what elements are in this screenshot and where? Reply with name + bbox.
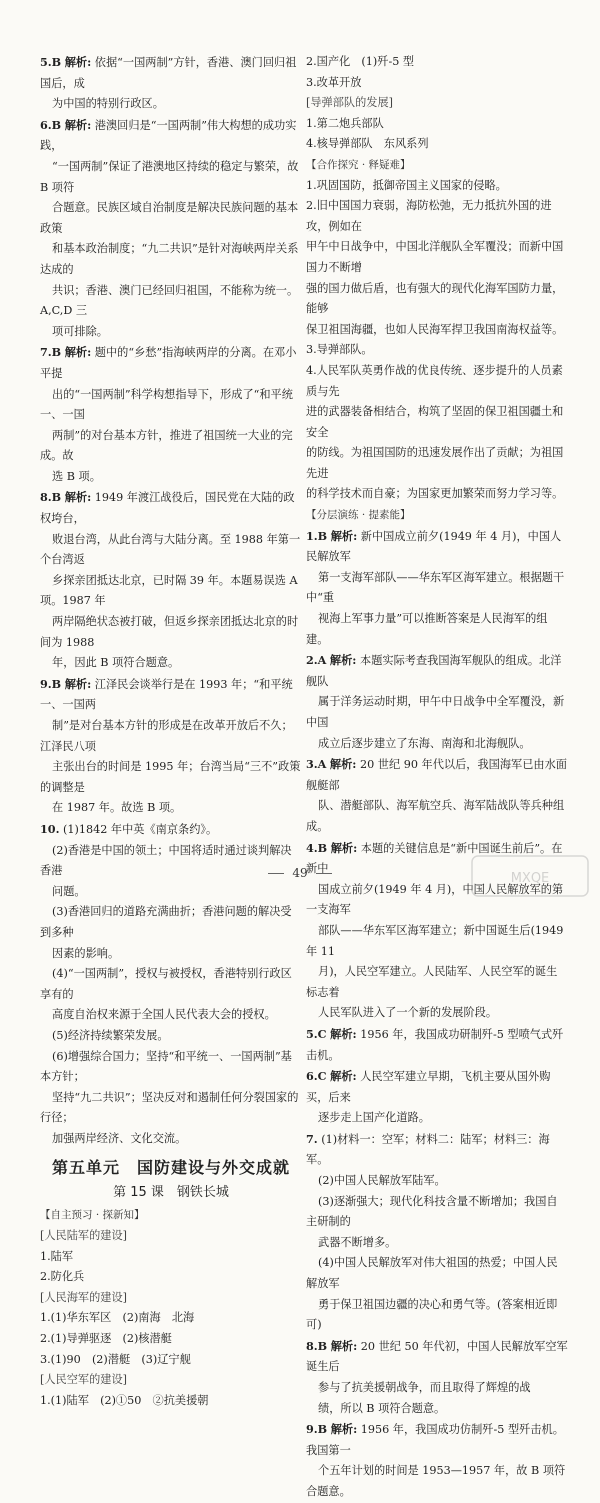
practice-answer-7: [306, 1129, 568, 1336]
text-line: 依据“一国两制”方针，香港、澳门回归祖国后，成: [40, 56, 297, 90]
answer-line: 1.(1)陆军 (2)①50 ②抗美援朝: [40, 1393, 209, 1407]
text-line: 合题意。民族区域自治制度是解决民族问题的基本政策: [40, 201, 299, 235]
answer-9: [40, 674, 302, 819]
answer-number: 7.B: [40, 345, 62, 360]
answer-line: 2.国产化 (1)歼-5 型: [306, 55, 415, 68]
divider: [268, 873, 284, 874]
analysis-label: 解析:: [64, 345, 92, 360]
text-line: 在 1987 年。故选 B 项。: [52, 801, 182, 815]
answer-number: 5.C: [306, 1026, 327, 1041]
analysis-label: 解析:: [330, 1338, 358, 1353]
text-line: 本题的关键信息是“新中国诞生前后”。在新中: [306, 841, 563, 876]
text-line: 项可排除。: [52, 324, 108, 338]
answer-number: 6.C: [306, 1069, 327, 1084]
answer-number: 2.A: [306, 653, 327, 668]
answer-number: 3.A: [306, 757, 327, 772]
text-line: 2.旧中国国力衰弱，海防松弛，无力抵抗外国的进攻，例如在: [306, 199, 552, 233]
analysis-label: 解析:: [330, 1422, 358, 1437]
answer-number: 8.B: [40, 490, 62, 505]
text-line: 人民军队进入了一个新的发展阶段。: [318, 1006, 498, 1020]
analysis-label: 解析:: [329, 653, 357, 668]
text-line: 进的武器装备相结合，构筑了坚固的保卫祖国疆土和安全: [306, 405, 564, 439]
subsection-heading: [人民陆军的建设]: [40, 1229, 128, 1243]
text-line: 20 世纪 50 年代初，中国人民解放军空军诞生后: [306, 1339, 568, 1374]
text-line: 出的“一国两制”科学构想指导下，形成了“和平统一、一国: [40, 387, 293, 422]
text-line: 1956 年，我国成功仿制歼-5 型歼击机。我国第一: [306, 1423, 564, 1457]
text-line: 坚持“九二共识”；坚决反对和遏制任何分裂国家的行径；: [40, 1090, 299, 1125]
text-line: 20 世纪 90 年代以后，我国海军已由水面舰艇部: [306, 758, 567, 792]
practice-answer-1: [306, 526, 568, 651]
text-line: 问题。: [52, 884, 86, 898]
right-column: [306, 52, 568, 1503]
text-line: (1)1842 年中英《南京条约》。: [63, 822, 218, 836]
text-line: 强的国力做后盾，也有强大的现代化海军国防力量，能够: [306, 281, 564, 316]
text-line: 队、潜艇部队、海军航空兵、海军陆战队等兵种组成。: [306, 799, 565, 833]
analysis-label: 解析:: [330, 528, 358, 543]
text-line: 人民空军建立早期，飞机主要从国外购买，后来: [306, 1070, 551, 1104]
text-line: 3.导弹部队。: [306, 343, 373, 357]
subsection-heading: [人民空军的建设]: [40, 1373, 128, 1387]
text-line: (1)材料一：空军；材料二：陆军；材料三：海军。: [306, 1132, 550, 1167]
page-number-text: 49: [292, 866, 308, 880]
analysis-label: 解析:: [330, 1026, 357, 1041]
text-line: (5)经济持续繁荣发展。: [52, 1028, 169, 1042]
text-line: 个五年计划的时间是 1953—1957 年，故 B 项符合题意。: [306, 1464, 566, 1498]
text-line: (3)逐渐强大；现代化科技含量不断增加；我国自主研制的: [306, 1194, 558, 1229]
text-line: 高度自治权来源于全国人民代表大会的授权。: [52, 1008, 276, 1022]
text-line: 港澳回归是“一国两制”伟大构想的成功实践，: [40, 118, 297, 153]
answer-7: [40, 342, 302, 487]
text-line: 的科学技术而自豪；为国家更加繁荣而努力学习等。: [306, 487, 564, 501]
text-line: 甲午中日战争中，中国北洋舰队全军覆没；而新中国国力不断增: [306, 240, 564, 274]
text-line: (2)香港是中国的领土；中国将适时通过谈判解决香港: [40, 843, 292, 878]
divider: [316, 873, 332, 874]
section-banner: 【分层演练 · 提素能】: [306, 509, 411, 522]
text-line: 1949 年渡江战役后，国民党在大陆的政权垮台，: [40, 491, 295, 526]
text-line: 为中国的特别行政区。: [52, 97, 164, 111]
text-line: (4)“一国两制”，授权与被授权，香港特别行政区享有的: [40, 967, 292, 1001]
text-line: 部队——华东军区海军建立；新中国诞生后(1949 年 11: [306, 923, 564, 958]
answer-line: 2.(1)导弹驱逐 (2)核潜艇: [40, 1332, 172, 1346]
practice-answer-8: [306, 1336, 568, 1419]
text-line: 江泽民会谈举行是在 1993 年；“和平统一、一国两: [40, 677, 293, 712]
answer-line: 3.(1)90 (2)潜艇 (3)辽宁舰: [40, 1352, 191, 1366]
answer-line: 4.核导弹部队 东风系列: [306, 137, 429, 151]
watermark-logo: [470, 852, 590, 900]
text-line: 国成立前夕(1949 年 4 月)，中国人民解放军的第一支海军: [306, 882, 564, 917]
text-line: 主张出台的时间是 1995 年；台湾当局“三不”政策的调整是: [40, 760, 301, 794]
svg-text:MXQE: MXQE: [510, 871, 550, 886]
analysis-label: 解析:: [330, 1069, 357, 1084]
answer-5: [40, 52, 302, 115]
text-line: 绩，所以 B 项符合题意。: [318, 1401, 446, 1415]
text-line: (4)中国人民解放军对伟大祖国的热爱；中国人民解放军: [306, 1256, 558, 1291]
section-banner: 【合作探究 · 释疑难】: [306, 158, 411, 171]
text-line: 参与了抗美援朝战争，而且取得了辉煌的战: [318, 1381, 531, 1394]
practice-answer-9: [306, 1419, 568, 1502]
text-line: 武器不断增多。: [318, 1235, 397, 1249]
answer-number: 9.B: [306, 1422, 328, 1437]
text-line: 选 B 项。: [52, 469, 101, 483]
analysis-label: 解析:: [64, 117, 92, 132]
text-line: 年，因此 B 项符合题意。: [52, 656, 180, 670]
text-line: 属于洋务运动时期，甲午中日战争中全军覆没，新中国: [306, 695, 565, 729]
text-line: 勇于保卫祖国边疆的决心和勇气等。(答案相近即可): [306, 1297, 558, 1332]
text-line: 题中的“乡愁”指海峡两岸的分离。在邓小平提: [40, 346, 297, 380]
text-line: 1956 年，我国成功研制歼-5 型喷气式歼击机。: [306, 1027, 564, 1062]
text-line: 成立后逐步建立了东海、南海和北海舰队。: [318, 736, 531, 750]
analysis-label: 解析:: [64, 55, 92, 69]
subsection-heading: [导弹部队的发展]: [306, 96, 394, 110]
text-line: 1.巩固国防，抵御帝国主义国家的侵略。: [306, 178, 507, 192]
text-line: 第一支海军部队——华东军区海军建立。根据题干中“重: [306, 570, 565, 605]
analysis-label: 解析:: [330, 840, 358, 855]
analysis-label: 解析:: [64, 676, 92, 691]
practice-answer-3: [306, 754, 568, 837]
answer-number: 1.B: [306, 528, 328, 543]
answer-line: 1.(1)华东军区 (2)南海 北海: [40, 1311, 195, 1325]
text-line: 4.人民军队英勇作战的优良传统、逐步提升的人员素质与先: [306, 363, 563, 398]
answer-6: [40, 115, 302, 343]
text-line: 两岸隔绝状态被打破，但返乡探亲团抵达北京的时间为 1988: [40, 615, 299, 649]
answer-number: 6.B: [40, 117, 62, 132]
practice-answer-6: [306, 1066, 568, 1129]
text-line: 乡探亲团抵达北京，已时隔 39 年。本题易误选 A 项。1987 年: [40, 573, 298, 608]
subsection-heading: [人民海军的建设]: [40, 1290, 128, 1304]
text-line: (6)增强综合国力；坚持“和平统一、一国两制”基本方针；: [40, 1049, 292, 1084]
answer-line: 1.第二炮兵部队: [306, 116, 384, 130]
answer-number: 5.B: [40, 55, 62, 69]
text-line: 和基本政治制度；“九二共识”是针对海峡两岸关系达成的: [40, 242, 299, 276]
text-line: 败退台湾，从此台湾与大陆分离。至 1988 年第一个台湾返: [40, 532, 301, 567]
text-line: “一国两制”保证了港澳地区持续的稳定与繁荣，故 B 项符: [40, 159, 299, 194]
analysis-label: 解析:: [329, 757, 357, 772]
analysis-label: 解析:: [64, 490, 92, 505]
text-line: 新中国成立前夕(1949 年 4 月)，中国人民解放军: [306, 529, 562, 564]
lesson-title: 第 15 课 钢铁长城: [113, 1185, 229, 1201]
text-line: 共识；香港、澳门已经回归祖国，不能称为统一。A,C,D 三: [40, 283, 299, 318]
text-line: 月)，人民空军建立。人民陆军、人民空军的诞生标志着: [306, 965, 558, 999]
text-line: (2)中国人民解放军陆军。: [318, 1174, 446, 1188]
practice-answer-5: [306, 1024, 568, 1066]
answer-line: 3.改革开放: [306, 75, 362, 89]
left-column: [40, 52, 302, 1411]
text-line: 两制”的对台基本方针，推进了祖国统一大业的完成。故: [40, 428, 293, 463]
text-line: 的防线。为祖国国防的迅速发展作出了贡献；为祖国先进: [306, 446, 564, 480]
answer-number: 4.B: [306, 840, 328, 855]
answer-number: 7.: [306, 1131, 318, 1146]
text-line: (3)香港回归的道路充满曲折；香港问题的解决受到多种: [40, 905, 292, 939]
text-line: 保卫祖国海疆，也如人民海军捍卫我国南海权益等。: [306, 322, 564, 336]
answer-number: 10.: [40, 821, 60, 836]
text-line: 制”是对台基本方针的形成是在改革开放后不久；江泽民八项: [40, 719, 293, 753]
answer-line: 1.陆军: [40, 1249, 74, 1263]
text-line: 逐步走上国产化道路。: [318, 1111, 430, 1125]
unit-title: 第五单元 国防建设与外交成就: [51, 1158, 290, 1178]
text-line: 因素的影响。: [52, 946, 120, 960]
text-line: 本题实际考查我国海军舰队的组成。北洋舰队: [306, 654, 562, 688]
answer-line: 2.防化兵: [40, 1270, 85, 1284]
text-line: 加强两岸经济、文化交流。: [52, 1131, 187, 1145]
answer-8: [40, 487, 302, 673]
answer-number: 9.B: [40, 676, 62, 691]
practice-answer-2: [306, 650, 568, 754]
discussion-answers: [306, 176, 568, 506]
answer-number: 8.B: [306, 1338, 328, 1353]
text-line: 视海上军事力量”可以推断答案是人民海军的组建。: [306, 612, 548, 646]
section-banner: 【自主预习 · 探新知】: [40, 1209, 145, 1222]
